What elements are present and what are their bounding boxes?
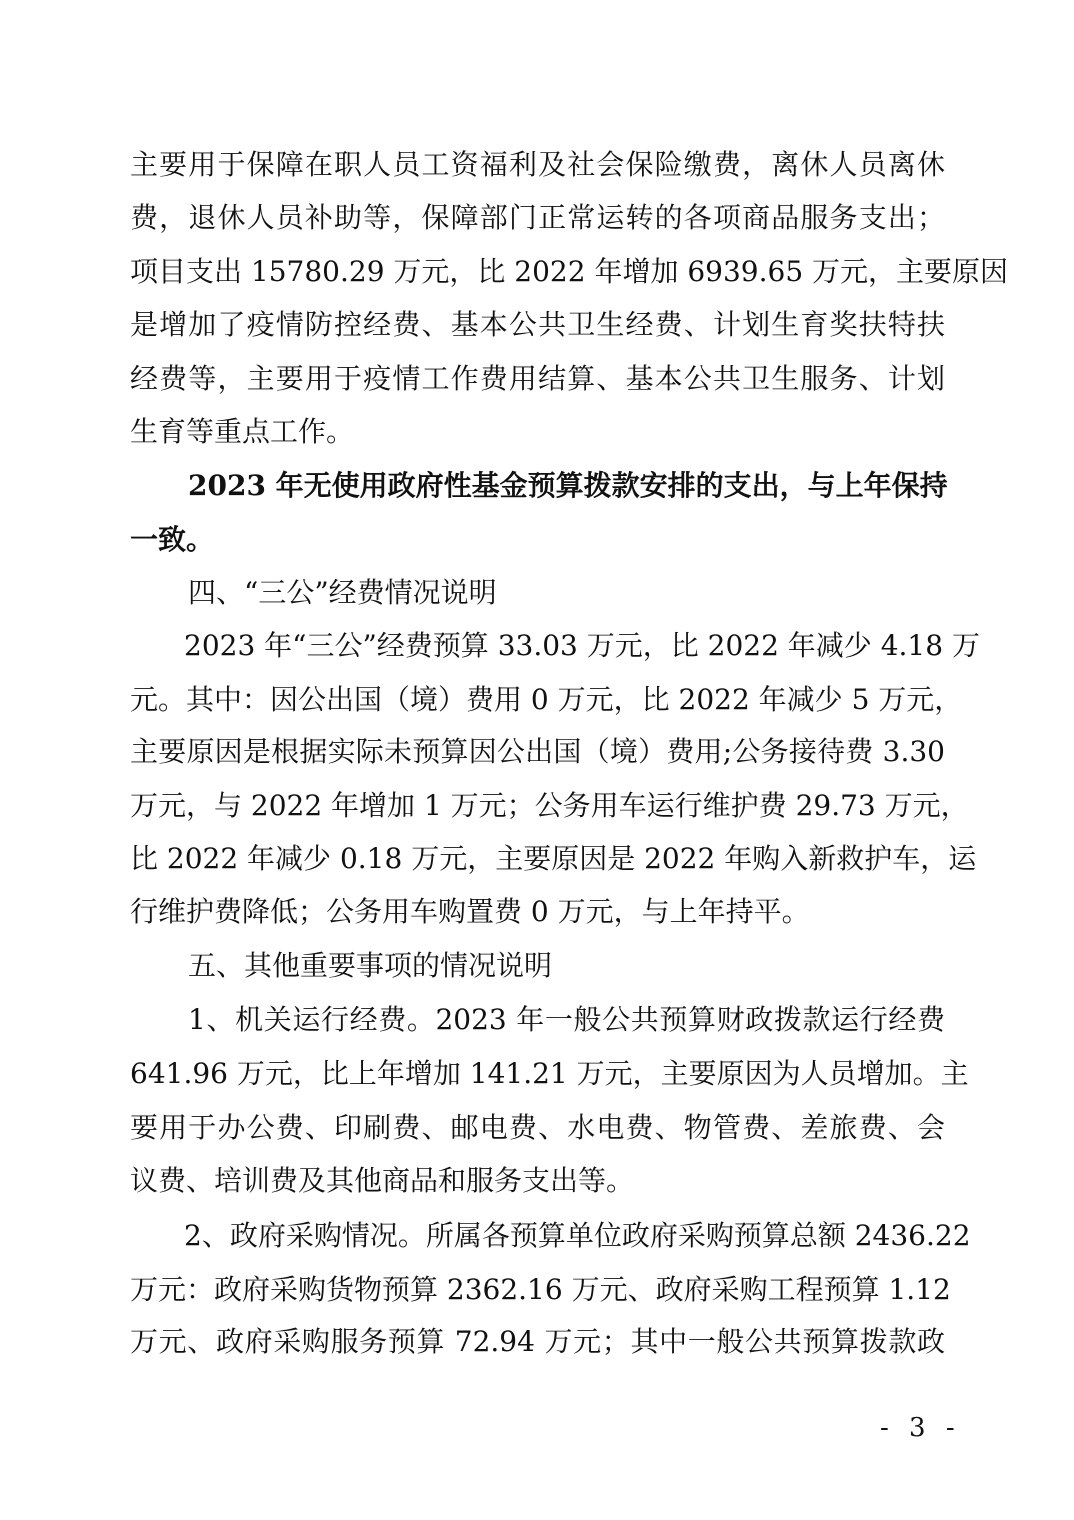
section-heading-sangong: 四、“三公”经费情况说明	[188, 576, 497, 609]
body-text-line: 要用于办公费、印刷费、邮电费、水电费、物管费、差旅费、会	[130, 1111, 945, 1144]
body-text-line: 经费等，主要用于疫情工作费用结算、基本公共卫生服务、计划	[130, 362, 945, 395]
body-text-line: 1、机关运行经费。2023 年一般公共预算财政拨款运行经费	[188, 1003, 945, 1036]
body-text-line: 行维护费降低；公务用车购置费 0 万元，与上年持平。	[130, 895, 810, 928]
body-text-line: 641.96 万元，比上年增加 141.21 万元，主要原因为人员增加。主	[130, 1057, 969, 1090]
body-text-line: 主要原因是根据实际未预算因公出国（境）费用;公务接待费 3.30	[130, 735, 945, 768]
body-text-line: 是增加了疫情防控经费、基本公共卫生经费、计划生育奖扶特扶	[130, 308, 945, 341]
bold-statement-line: 2023 年无使用政府性基金预算拨款安排的支出，与上年保持	[188, 469, 948, 502]
body-text-line: 万元，与 2022 年增加 1 万元；公务用车运行维护费 29.73 万元，	[130, 789, 969, 822]
bold-statement-line: 一致。	[130, 523, 215, 556]
body-text-line: 2023 年“三公”经费预算 33.03 万元，比 2022 年减少 4.18 万	[184, 629, 980, 662]
body-text-line: 主要用于保障在职人员工资福利及社会保险缴费，离休人员离休	[130, 148, 945, 181]
body-text-line: 比 2022 年减少 0.18 万元，主要原因是 2022 年购入新救护车，运	[130, 842, 977, 875]
body-text-line: 2、政府采购情况。所属各预算单位政府采购预算总额 2436.22	[184, 1219, 971, 1252]
body-text-line: 生育等重点工作。	[130, 415, 355, 448]
body-text-line: 议费、培训费及其他商品和服务支出等。	[130, 1164, 635, 1197]
body-text-line: 万元：政府采购货物预算 2362.16 万元、政府采购工程预算 1.12	[130, 1273, 951, 1306]
section-heading-other-matters: 五、其他重要事项的情况说明	[188, 949, 553, 982]
body-text-line: 元。其中：因公出国（境）费用 0 万元，比 2022 年减少 5 万元，	[130, 683, 963, 716]
page-number: - 3 -	[880, 1413, 961, 1443]
body-text-line: 项目支出 15780.29 万元，比 2022 年增加 6939.65 万元，主要原因	[130, 255, 1009, 288]
body-text-line: 万元、政府采购服务预算 72.94 万元；其中一般公共预算拨款政	[130, 1325, 945, 1358]
body-text-line: 费，退休人员补助等，保障部门正常运转的各项商品服务支出；	[130, 201, 945, 234]
